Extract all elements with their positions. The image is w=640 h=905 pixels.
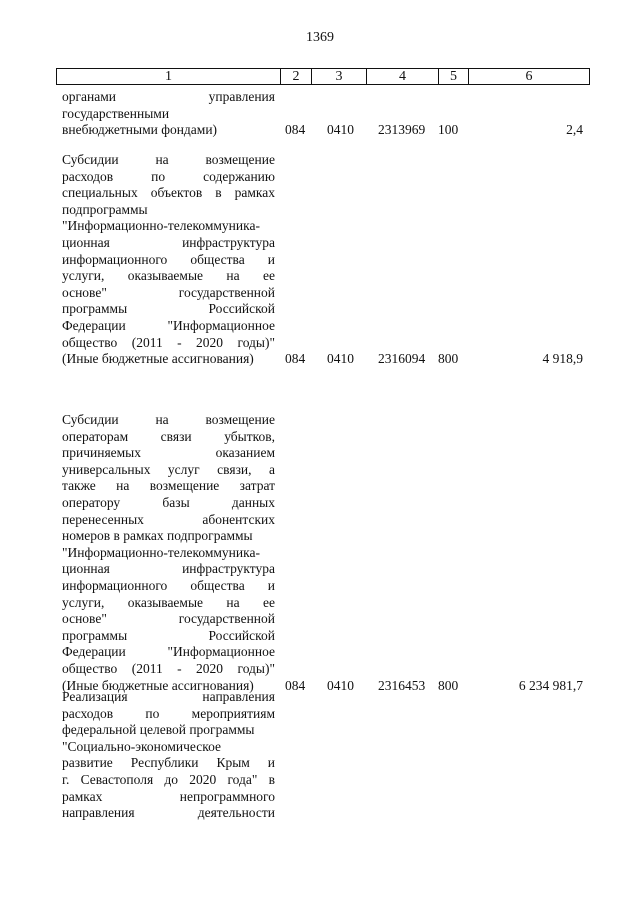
- section-code: 0410: [327, 351, 354, 367]
- description-line: причиняемых оказанием: [62, 445, 275, 461]
- description-line: информационного общества и: [62, 577, 275, 593]
- description-line: основе" государственной: [62, 611, 275, 627]
- description-line: номеров в рамках подпрограммы: [62, 528, 253, 544]
- description-line: услуги, оказываемые на ее: [62, 268, 275, 284]
- description-line: ционная инфраструктура: [62, 561, 275, 577]
- description-line: расходов по мероприятиям: [62, 705, 275, 721]
- ministry-code: 084: [285, 122, 306, 138]
- description-line: развитие Республики Крым и: [62, 755, 275, 771]
- column-header-1: 1: [57, 69, 281, 85]
- description-line: рамках непрограммного: [62, 788, 275, 804]
- description-line: Федерации "Информационное: [62, 317, 275, 333]
- description-line: "Информационно-телекоммуника-: [62, 218, 260, 234]
- description-line: подпрограммы: [62, 201, 148, 217]
- description-line: (Иные бюджетные ассигнования): [62, 351, 254, 367]
- page-number: 1369: [306, 30, 334, 45]
- description-line: специальных объектов в рамках: [62, 185, 275, 201]
- description-line: перенесенных абонентских: [62, 511, 275, 527]
- expense-type-code: 100: [438, 122, 459, 138]
- section-code: 0410: [327, 122, 354, 138]
- description-line: расходов по содержанию: [62, 168, 275, 184]
- expense-type-code: 800: [438, 351, 459, 367]
- description-line: (Иные бюджетные ассигнования): [62, 677, 254, 693]
- row-description: [62, 689, 275, 822]
- amount-value: 4 918,9: [542, 351, 583, 367]
- description-line: "Информационно-телекоммуника-: [62, 544, 260, 560]
- target-article-code: 2316453: [378, 677, 426, 693]
- description-line: Реализация направления: [62, 689, 275, 704]
- description-line: информационного общества и: [62, 251, 275, 267]
- description-line: программы Российской: [62, 627, 275, 643]
- target-article-code: 2313969: [378, 122, 426, 138]
- description-line: операторам связи убытков,: [62, 428, 275, 444]
- target-article-code: 2316094: [378, 351, 426, 367]
- description-line: органами управления: [62, 89, 275, 104]
- amount-value: 2,4: [566, 122, 583, 138]
- expense-type-code: 800: [438, 677, 459, 693]
- row-description: [62, 89, 275, 139]
- description-line: универсальных услуг связи, а: [62, 461, 275, 477]
- description-line: программы Российской: [62, 301, 275, 317]
- description-line: Федерации "Информационное: [62, 644, 275, 660]
- row-description: [62, 152, 275, 368]
- column-header-2: 2: [281, 69, 312, 85]
- description-line: г. Севастополя до 2020 года" в: [62, 771, 275, 787]
- description-line: ционная инфраструктура: [62, 234, 275, 250]
- description-line: оператору базы данных: [62, 494, 275, 510]
- description-line: федеральной целевой программы: [62, 722, 255, 738]
- ministry-code: 084: [285, 351, 306, 367]
- ministry-code: 084: [285, 677, 306, 693]
- description-line: Субсидии на возмещение: [62, 412, 275, 427]
- column-header-3: 3: [312, 69, 367, 85]
- section-code: 0410: [327, 677, 354, 693]
- description-line: Субсидии на возмещение: [62, 152, 275, 167]
- row-description: [62, 412, 275, 694]
- column-header-5: 5: [439, 69, 469, 85]
- description-line: основе" государственной: [62, 284, 275, 300]
- description-line: внебюджетными фондами): [62, 122, 218, 138]
- description-line: также на возмещение затрат: [62, 478, 275, 494]
- amount-value: 6 234 981,7: [518, 677, 583, 693]
- description-line: государственными: [62, 105, 170, 121]
- description-line: направления деятельности: [62, 805, 275, 821]
- description-line: общество (2011 - 2020 годы)": [62, 334, 275, 350]
- column-header-row: [56, 68, 590, 85]
- description-line: услуги, оказываемые на ее: [62, 594, 275, 610]
- description-line: "Социально-экономическое: [62, 738, 221, 754]
- column-header-4: 4: [367, 69, 439, 85]
- description-line: общество (2011 - 2020 годы)": [62, 660, 275, 676]
- column-header-6: 6: [469, 69, 590, 85]
